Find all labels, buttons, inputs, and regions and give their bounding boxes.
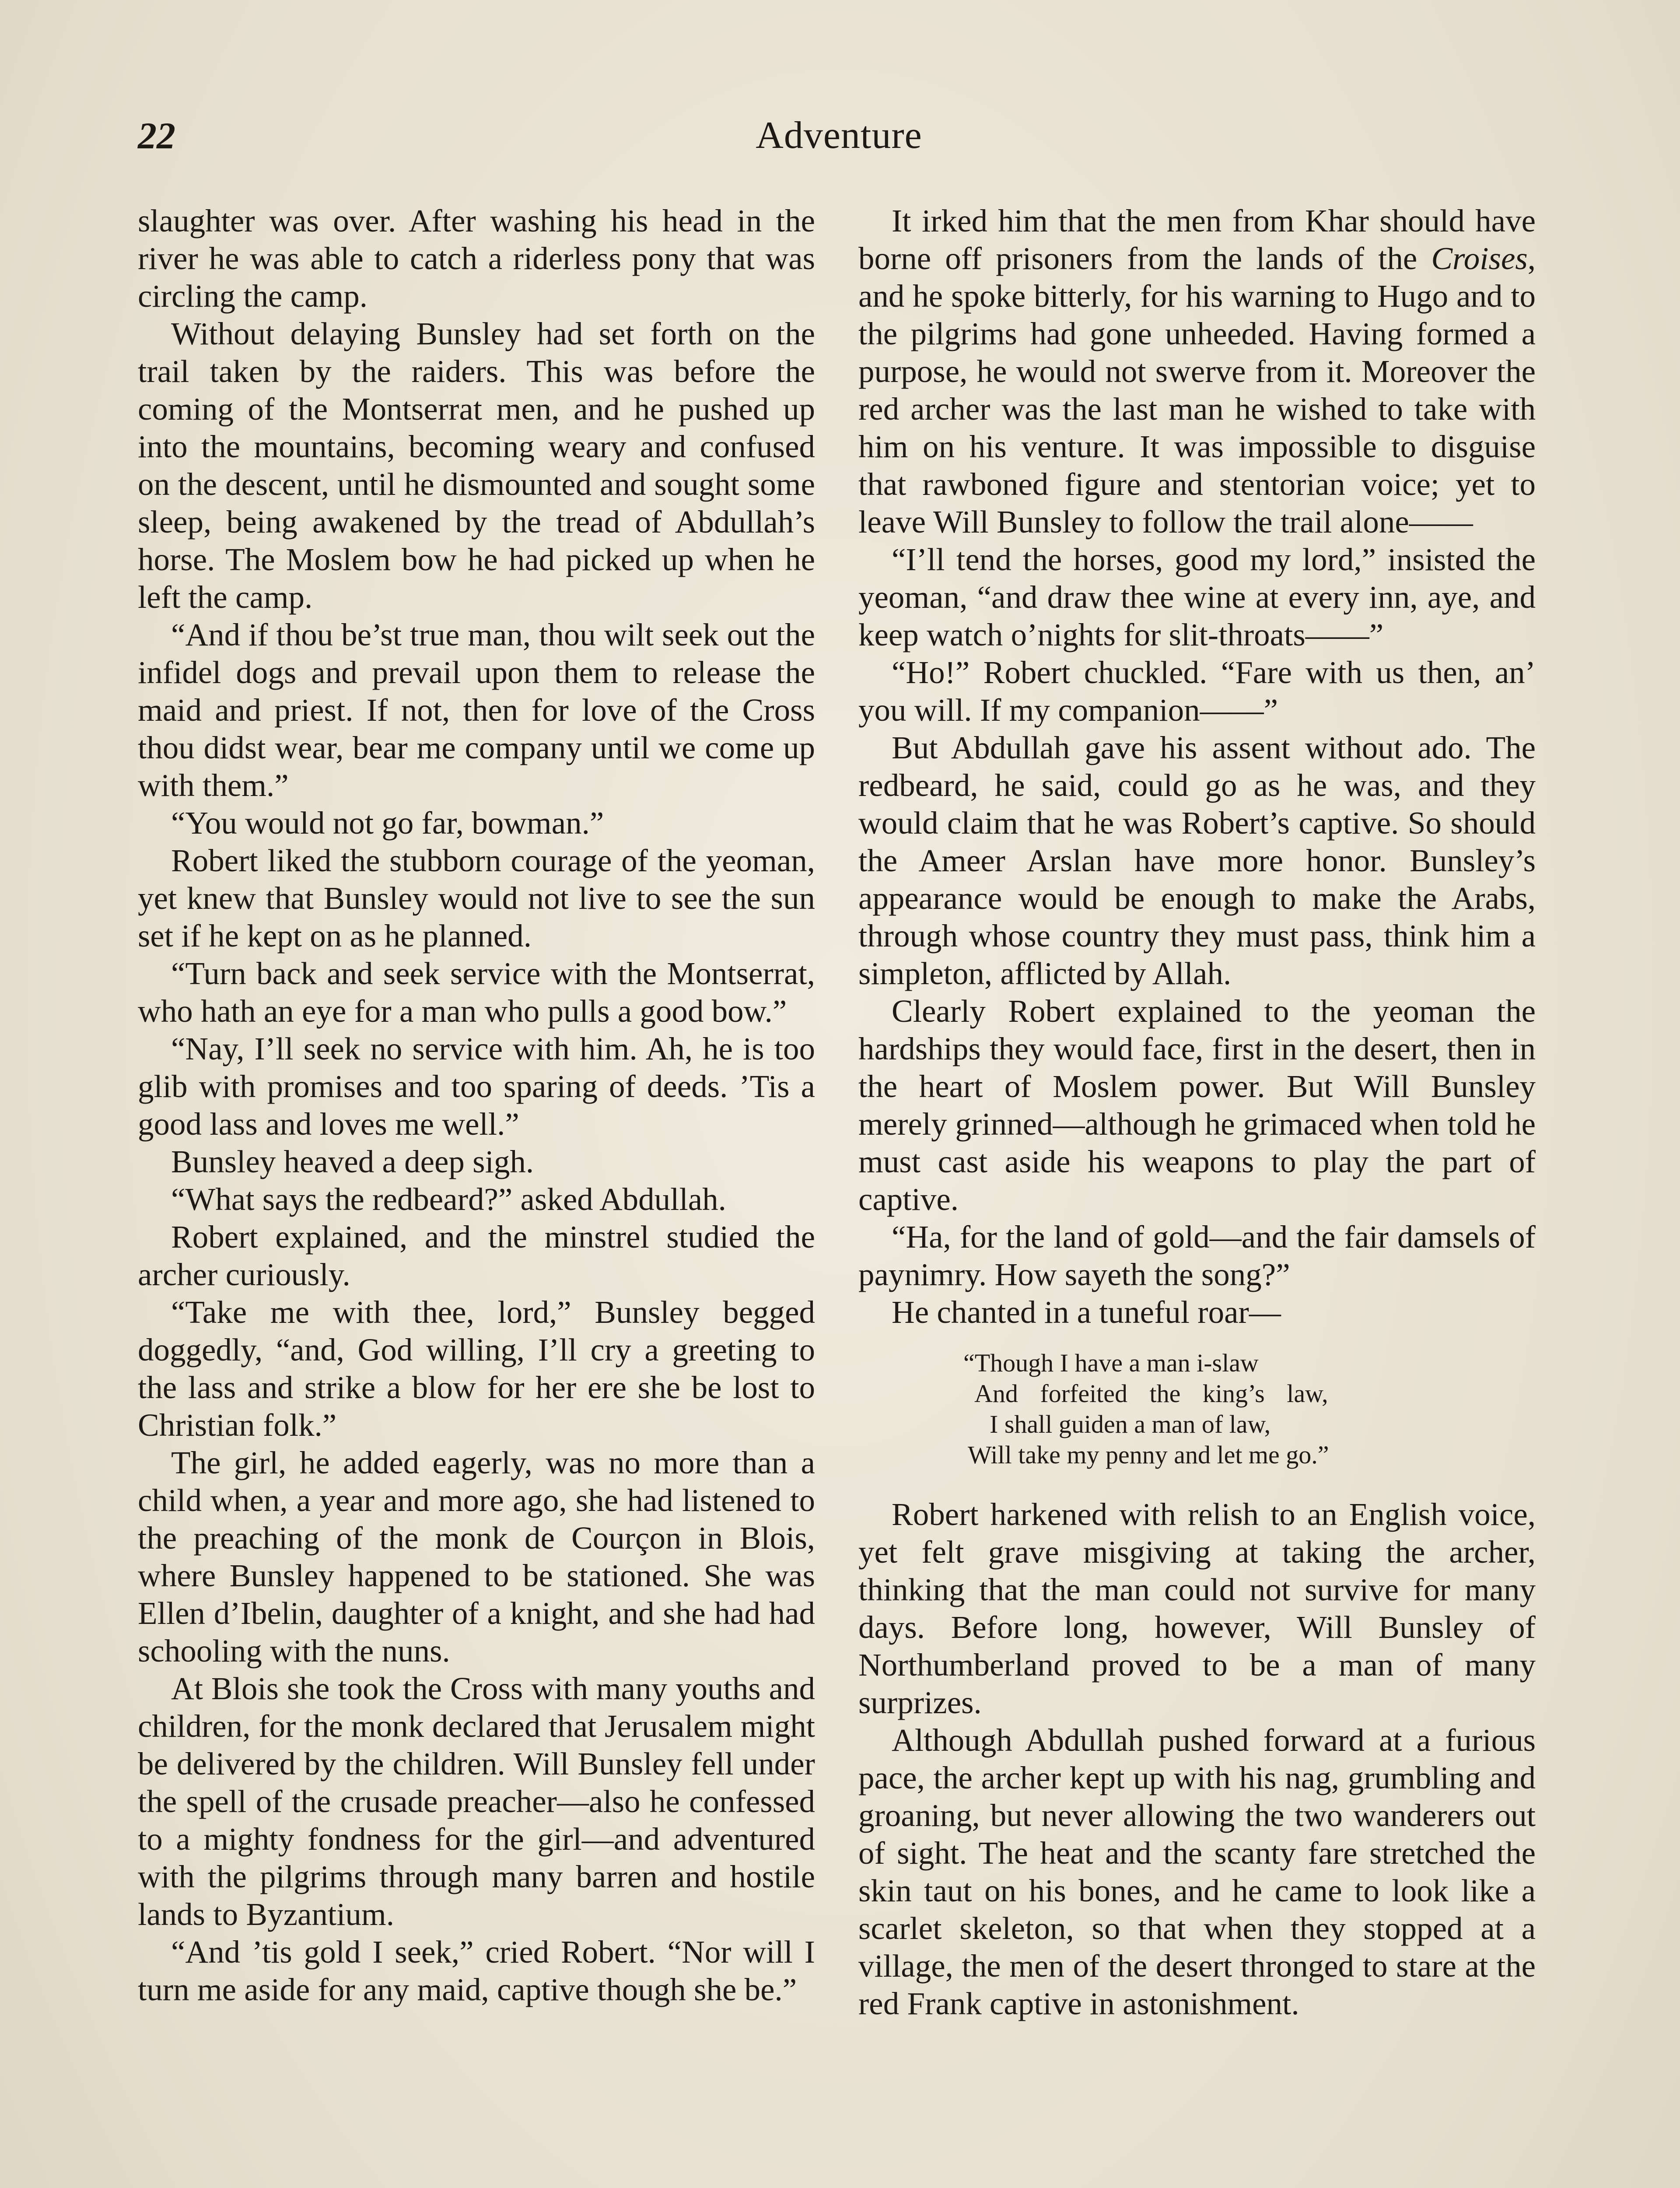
paragraph: “Ha, for the land of gold—and the fair damsels of paynimry. How sayeth the song?” [858,1219,1536,1292]
paragraph: Robert harkened with relish to an English voice, yet felt grave misgiving at taking the archer, thinking that the man could not survive for many days. Before long, however, Will Bunsley of Northumberland proved to be a man of many surprizes. [858,1497,1536,1720]
running-title: Adventure [756,114,922,157]
paragraph: Robert liked the stubborn courage of the yeoman, yet knew that Bunsley would not live to see the sun set if he kept on as he planned. [138,843,815,954]
paragraph: “And ’tis gold I seek,” cried Robert. “Nor will I turn me aside for any maid, captive though she be.” [138,1934,815,2007]
paragraph-text-cont: , and he spoke bitterly, for his warning to Hugo and to the pilgrims had gone unheeded. Having formed a purpose, he would not swerve from it. Moreover the red archer was the last man he wished to take with him on his venture. It was impossible to disguise that rawboned figure and stentorian voice; yet to leave Will Bunsley to follow the trail alone—— [858,241,1536,540]
italic-term: Croises [1431,241,1528,276]
verse-line: And forfeited the king’s law, [974,1379,1328,1408]
right-column [858,202,1536,2023]
left-column [138,202,815,2009]
paragraph: “Take me with thee, lord,” Bunsley begged doggedly, “and, God willing, I’ll cry a greeting to the lass and strike a blow for her ere she be lost to Christian folk.” [138,1294,815,1443]
page-header [138,112,1540,160]
paragraph: Robert explained, and the minstrel studied the archer curiously. [138,1219,815,1292]
paragraph-text: It irked him that the men from Khar should have borne off prisoners from the lands of the [858,203,1536,276]
song-verse [858,1348,1536,1470]
paragraph: At Blois she took the Cross with many youths and children, for the monk declared that Jerusalem might be delivered by the children. Will Bunsley fell under the spell of the crusade preacher—also he confessed to a mighty fondness for the girl—and adventured with the pilgrims through many barren and hostile lands to Byzantium. [138,1671,815,1932]
paragraph: “You would not go far, bowman.” [171,805,604,841]
paragraph: “Turn back and seek service with the Montserrat, who hath an eye for a man who pulls a good bow.” [138,956,815,1029]
paragraph: The girl, he added eagerly, was no more than a child when, a year and more ago, she had listened to the preaching of the monk de Courçon in Blois, where Bunsley happened to be stationed. She was Ellen d’Ibelin, daughter of a knight, and she had had schooling with the nuns. [138,1445,815,1669]
verse-line: “Though I have a man i-slaw [963,1349,1259,1377]
paragraph [858,202,1536,541]
paragraph: “And if thou be’st true man, thou wilt seek out the infidel dogs and prevail upon them to release the maid and priest. If not, then for love of the Cross thou didst wear, bear me company until we come up with them.” [138,617,815,803]
paragraph: “What says the redbeard?” asked Abdullah. [171,1182,726,1217]
page-number: 22 [138,115,175,157]
verse-line: I shall guiden a man of law, [990,1410,1271,1438]
paragraph: Without delaying Bunsley had set forth on the trail taken by the raiders. This was before the coming of the Montserrat men, and he pushed up into the mountains, becoming weary and confused on the descent, until he dismounted and sought some sleep, being awakened by the tread of Abdullah’s horse. The Moslem bow he had picked up when he left the camp. [138,316,815,615]
paragraph: “Nay, I’ll seek no service with him. Ah, he is too glib with promises and too sparing of deeds. ’Tis a good lass and loves me well.” [138,1031,815,1142]
paragraph: “Ho!” Robert chuckled. “Fare with us then, an’ you will. If my companion——” [858,655,1536,728]
paragraph: Although Abdullah pushed forward at a furious pace, the archer kept up with his nag, grumbling and groaning, but never allowing the two wanderers out of sight. The heat and the scanty fare stretched the skin taut on his bones, and he came to look like a scarlet skeleton, so that when they stopped at a village, the men of the desert thronged to stare at the red Frank captive in astonishment. [858,1722,1536,2021]
paragraph: “I’ll tend the horses, good my lord,” insisted the yeoman, “and draw thee wine at every inn, aye, and keep watch o’nights for slit-throats——” [858,542,1536,652]
paragraph: slaughter was over. After washing his head in the river he was able to catch a riderless pony that was circling the camp. [138,203,815,314]
paragraph: He chanted in a tuneful roar— [892,1294,1281,1330]
paragraph: But Abdullah gave his assent without ado. The redbeard, he said, could go as he was, and they would claim that he was Robert’s captive. So should the Ameer Arslan have more honor. Bunsley’s appearance would be enough to make the Arabs, through whose country they must pass, think him a simpleton, afflicted by Allah. [858,730,1536,991]
paragraph: Clearly Robert explained to the yeoman the hardships they would face, first in the desert, then in the heart of Moslem power. But Will Bunsley merely grinned—although he grimaced when told he must cast aside his weapons to play the part of captive. [858,993,1536,1217]
verse-line: Will take my penny and let me go.” [968,1441,1329,1469]
paragraph: Bunsley heaved a deep sigh. [171,1144,534,1179]
